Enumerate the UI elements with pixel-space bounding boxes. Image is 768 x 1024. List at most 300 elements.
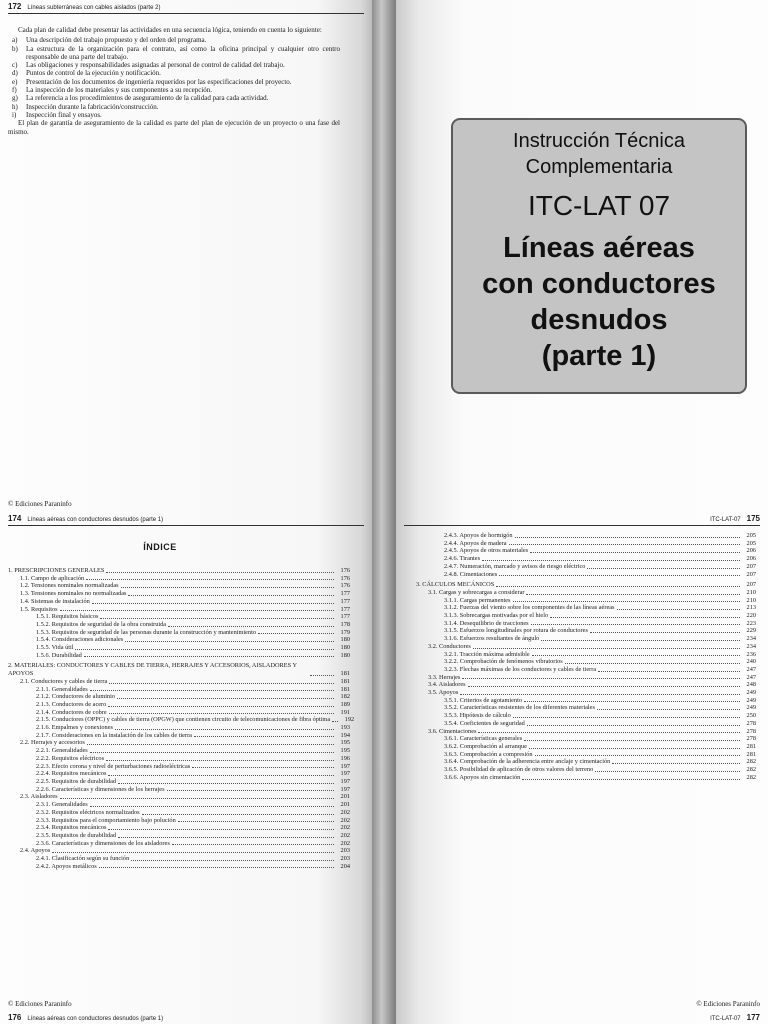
toc-entry-page: 197 — [340, 770, 350, 778]
toc-entry-label: 2.2.4. Requisitos mecánicos — [36, 770, 107, 778]
header-rule — [8, 525, 364, 526]
toc-entry-label: 2.3.6. Características y dimensiones de los aisladores — [36, 839, 170, 847]
toc-entry-label: 3.6.1. Características generales — [444, 735, 523, 743]
toc-entry — [8, 582, 350, 590]
toc-leader-dots — [52, 852, 334, 853]
toc-entry-page: 210 — [746, 588, 756, 596]
toc-entry-page: 282 — [746, 773, 756, 781]
toc-entry-label: 2.1.6. Empalmes y conexiones — [36, 724, 113, 732]
toc-leader-dots — [109, 713, 334, 714]
toc-entry — [416, 597, 756, 605]
toc-entry-page: 203 — [340, 847, 350, 855]
toc-entry-page: 197 — [340, 762, 350, 770]
toc-entry-page: 278 — [746, 735, 756, 743]
toc-entry — [416, 581, 756, 589]
toc-entry-page: 196 — [340, 754, 350, 762]
toc-entry — [416, 689, 756, 697]
toc-entry-page: 202 — [340, 816, 350, 824]
toc-entry-page: 202 — [340, 808, 350, 816]
toc-entry-label: 3.6. Cimentaciones — [428, 727, 477, 735]
page-number: 174 — [8, 514, 22, 523]
toc-entry — [8, 621, 350, 629]
list-text: Las obligaciones y responsabilidades asignadas al personal de control de calidad del trabajo. — [26, 61, 285, 70]
toc-leader-dots — [128, 595, 334, 596]
toc-entry-label: 2.4.7. Numeración, marcado y avisos de riesgo eléctrico — [444, 562, 586, 570]
toc-entry-label: 3.1.6. Esfuerzos resultantes de ángulo — [444, 635, 540, 643]
toc-entry-page: 197 — [340, 785, 350, 793]
toc-entry-label: 3.1.4. Desequilibrio de tracciones — [444, 619, 529, 627]
page-number: 172 — [8, 2, 22, 11]
toc-entry — [416, 674, 756, 682]
toc-leader-dots — [529, 748, 740, 749]
title-code: ITC-LAT 07 — [527, 190, 671, 221]
toc-entry-label: 3.5.4. Coeficientes de seguridad — [444, 719, 525, 727]
toc-leader-dots — [99, 867, 334, 868]
toc-entry-label: 2.3.1. Generalidades — [36, 801, 88, 809]
toc-entry — [8, 747, 350, 755]
toc-leader-dots — [597, 709, 740, 710]
toc-entry — [416, 555, 756, 563]
toc-entry-page: 195 — [340, 747, 350, 755]
toc-entry-page: 206 — [746, 547, 756, 555]
toc-entry-page: 205 — [746, 532, 756, 539]
toc-leader-dots — [550, 617, 740, 618]
quality-list — [8, 36, 340, 119]
toc-entry — [416, 589, 756, 597]
running-head — [8, 514, 163, 523]
toc-entry-label: 2.4.8. Cimentaciones — [444, 570, 498, 578]
toc-entry-label: 2.4.3. Apoyos de hormigón — [444, 532, 513, 539]
list-text: La inspección de los materiales y sus componentes a su recepción. — [26, 86, 213, 95]
list-text: Presentación de los documentos de ingeniería requeridos por las especificaciones del proyecto. — [26, 77, 292, 86]
toc-entry — [8, 817, 350, 825]
toc-leader-dots — [192, 767, 334, 768]
toc-entry-page: 207 — [746, 581, 756, 589]
toc-entry — [416, 627, 756, 635]
toc-leader-dots — [194, 736, 334, 737]
toc-entry-page: 247 — [746, 673, 756, 681]
toc-leader-dots — [524, 701, 740, 702]
toc-entry — [8, 693, 350, 701]
toc-leader-dots — [87, 744, 334, 745]
toc-leader-dots — [106, 760, 334, 761]
toc-leader-dots — [515, 537, 740, 538]
toc-entry — [8, 770, 350, 778]
toc-leader-dots — [90, 690, 334, 691]
toc-leader-dots — [178, 821, 334, 822]
toc-leader-dots — [513, 717, 740, 718]
toc-leader-dots — [590, 632, 740, 633]
toc-entry — [416, 735, 756, 743]
toc-leader-dots — [90, 806, 334, 807]
toc-entry-page: 281 — [746, 742, 756, 750]
running-head-title: Líneas aéreas con conductores desnudos (parte 1) — [27, 517, 164, 523]
toc-entry-page: 240 — [746, 658, 756, 666]
toc-entry-label: 2.4. Apoyos — [20, 847, 51, 855]
toc-leader-dots — [60, 610, 334, 611]
toc-entry-page: 249 — [746, 696, 756, 704]
toc-entry-label: 3.5.1. Criterios de agotamiento — [444, 696, 522, 704]
book-gutter — [372, 512, 396, 1024]
list-letter: b) — [12, 44, 18, 53]
toc-entry-page: 177 — [340, 590, 350, 598]
toc-entry — [416, 720, 756, 728]
list-text: Una descripción del trabajo propuesto y del orden del programa. — [26, 36, 207, 45]
toc-entry-page: 201 — [340, 793, 350, 801]
toc-entry-label: 2.2.1. Generalidades — [36, 747, 88, 755]
toc-leader-dots — [100, 618, 334, 619]
toc-leader-dots — [526, 594, 740, 595]
title-line-3: desnudos — [530, 304, 668, 336]
toc-entry — [416, 620, 756, 628]
toc-entry-label: 3.1.5. Esfuerzos longitudinales por rotura de conductores — [444, 627, 588, 635]
toc-entry-label: 1.3. Tensiones nominales no normalizadas — [20, 590, 127, 598]
toc-entry-label: 3.2. Conductores — [428, 642, 471, 650]
toc-leader-dots — [121, 587, 334, 588]
toc-entry — [416, 728, 756, 736]
toc-leader-dots — [332, 721, 338, 722]
toc-entry — [8, 786, 350, 794]
toc-entry-label: 1.4. Sistemas de instalación — [20, 597, 90, 605]
toc-leader-dots — [499, 575, 740, 576]
index-heading: ÍNDICE — [143, 542, 177, 552]
toc-entry-label: 1.5.3. Requisitos de seguridad de las personas durante la construcción y mantenimiento — [36, 628, 256, 636]
toc-entry-page: 282 — [746, 758, 756, 766]
toc-entry-label: 3.6.3. Comprobación a compresión — [444, 750, 533, 758]
toc-entry-page: 207 — [746, 570, 756, 578]
toc-entry-page: 177 — [340, 613, 350, 621]
toc-entry-page: 207 — [746, 562, 756, 570]
toc-entry-page: 229 — [746, 627, 756, 635]
toc-entry — [8, 763, 350, 771]
toc-entry-page: 249 — [746, 689, 756, 697]
toc-leader-dots — [460, 694, 740, 695]
toc-entry — [8, 644, 350, 652]
toc-leader-dots — [598, 671, 740, 672]
toc-leader-dots — [468, 686, 740, 687]
toc-leader-dots — [612, 763, 740, 764]
toc-entry-page: 210 — [746, 596, 756, 604]
toc-entry-label: 2.1.4. Conductores de cobre — [36, 708, 107, 716]
toc-leader-dots — [172, 844, 334, 845]
toc-entry — [8, 613, 350, 621]
toc-entry — [8, 701, 350, 709]
toc-entry-label: 2. MATERIALES: CONDUCTORES Y CABLES DE TIERRA, HERRAJES Y ACCESORIOS, AISLADORES Y APOYOS — [8, 662, 297, 678]
toc-entry — [416, 697, 756, 705]
toc-leader-dots — [473, 648, 740, 649]
toc-entry-label: 3.1.1. Cargas permanentes — [444, 596, 511, 604]
toc-entry — [8, 855, 350, 863]
toc-entry — [416, 547, 756, 555]
toc-entry-page: 205 — [746, 539, 756, 547]
toc-leader-dots — [125, 641, 334, 642]
title-line-1: Líneas aéreas — [503, 232, 695, 264]
toc-entry-label: 3.6.5. Posibilidad de aplicación de otros valores del terreno — [444, 766, 594, 774]
toc-entry-label: 2.4.6. Tirantes — [444, 555, 481, 563]
toc-leader-dots — [60, 798, 334, 799]
toc-entry-page: 180 — [340, 636, 350, 644]
toc-entry-label: 2.3.3. Requisitos para el comportamiento bajo polución — [36, 816, 176, 824]
toc-entry-label: 3.5.3. Hipótesis de cálculo — [444, 712, 511, 720]
toc-entry-page: 181 — [340, 670, 350, 678]
toc-entry-page: 176 — [340, 582, 350, 590]
toc-entry — [8, 809, 350, 817]
toc-entry-label: 2.4.2. Apoyos metálicos — [36, 862, 97, 870]
toc-leader-dots — [117, 698, 334, 699]
toc-entry-page: 191 — [340, 708, 350, 716]
toc-entry-label: 1.5.1. Requisitos básicos — [36, 613, 99, 621]
list-letter: d) — [12, 69, 18, 78]
toc-entry-label: 2.3. Aisladores — [20, 793, 58, 801]
toc-entry — [416, 666, 756, 674]
toc-entry-label: 1.1. Campo de aplicación — [20, 574, 85, 582]
intro-paragraph: Cada plan de calidad debe presentar las actividades en una secuencia lógica, teniendo en cuenta lo siguiente: — [18, 26, 322, 34]
toc-entry-label: 2.3.5. Requisitos de durabilidad — [36, 831, 117, 839]
toc-leader-dots — [617, 609, 741, 610]
toc-leader-dots — [118, 837, 334, 838]
toc-entry-label: 1.5.2. Requisitos de seguridad de la obra construida — [36, 620, 167, 628]
toc-entry — [416, 751, 756, 759]
toc-entry-label: 3.5.2. Características resistentes de los diferentes materiales — [444, 704, 595, 712]
toc-leader-dots — [532, 655, 740, 656]
toc-entry-label: 1. PRESCRIPCIONES GENERALES — [8, 567, 105, 574]
toc-entry-label: 2.1.1. Generalidades — [36, 685, 88, 693]
toc-entry — [8, 709, 350, 717]
toc-entry-label: 1.2. Tensiones nominales normalizadas — [20, 582, 119, 590]
toc-entry-page: 176 — [340, 567, 350, 574]
toc-entry — [416, 681, 756, 689]
page-175 — [396, 512, 768, 1024]
publisher-footer: © Ediciones Paraninfo — [8, 1000, 72, 1008]
index-list-right — [416, 532, 756, 782]
toc-entry-label: 2.2.5. Requisitos de durabilidad — [36, 777, 117, 785]
toc-entry — [8, 567, 350, 575]
toc-entry-label: 2.1.3. Conductores de acero — [36, 700, 107, 708]
toc-entry-label: 3.6.2. Comprobación al arranque — [444, 742, 527, 750]
list-letter: e) — [12, 77, 18, 86]
toc-entry-page: 250 — [746, 712, 756, 720]
toc-entry-label: 2.2.3. Efecto corona y nivel de perturbaciones radioeléctricas — [36, 762, 191, 770]
toc-entry-page: 201 — [340, 801, 350, 809]
page-number: 175 — [746, 514, 760, 523]
toc-leader-dots — [522, 779, 740, 780]
toc-entry-page: 195 — [340, 739, 350, 747]
toc-entry — [416, 658, 756, 666]
toc-entry-page: 192 — [344, 716, 355, 724]
toc-entry — [416, 635, 756, 643]
toc-leader-dots — [527, 725, 740, 726]
toc-entry — [416, 571, 756, 579]
next-page-running-head — [8, 1013, 163, 1022]
toc-entry-page: 181 — [340, 677, 350, 685]
toc-leader-dots — [75, 649, 334, 650]
quality-list-item — [12, 36, 340, 44]
toc-entry — [8, 801, 350, 809]
quality-list-item — [12, 103, 340, 111]
toc-entry — [8, 575, 350, 583]
toc-leader-dots — [595, 771, 740, 772]
toc-entry-page: 202 — [340, 824, 350, 832]
toc-leader-dots — [496, 586, 740, 587]
toc-leader-dots — [587, 568, 740, 569]
title-line-2: con conductores — [482, 268, 716, 300]
toc-leader-dots — [535, 755, 741, 756]
toc-entry-page: 180 — [340, 651, 350, 659]
toc-entry-page: 282 — [746, 766, 756, 774]
toc-leader-dots — [167, 790, 334, 791]
title-line-4: (parte 1) — [541, 340, 657, 372]
toc-leader-dots — [108, 706, 334, 707]
toc-entry — [416, 774, 756, 782]
list-text: La estructura de la organización para el contrato, así como la oficina principal y cualquier otro centro responsable de una parte del trabajo. — [26, 44, 340, 61]
toc-entry-label: 1.5.5. Vida útil — [36, 644, 74, 652]
toc-entry-page: 204 — [340, 862, 350, 870]
toc-entry-page: 220 — [746, 612, 756, 620]
toc-entry-page: 278 — [746, 727, 756, 735]
toc-entry — [416, 743, 756, 751]
toc-leader-dots — [310, 675, 334, 676]
toc-entry — [416, 704, 756, 712]
quality-list-item — [12, 94, 340, 102]
toc-entry-label: 3.1.3. Sobrecargas motivadas por el hielo — [444, 612, 549, 620]
toc-entry — [416, 712, 756, 720]
toc-entry-page: 234 — [746, 642, 756, 650]
toc-leader-dots — [482, 560, 740, 561]
toc-entry — [8, 778, 350, 786]
list-text: Puntos de control de la ejecución y notificación. — [26, 69, 161, 78]
toc-leader-dots — [106, 572, 334, 573]
toc-entry — [8, 824, 350, 832]
toc-leader-dots — [524, 740, 740, 741]
toc-entry-page: 180 — [340, 644, 350, 652]
toc-entry — [8, 598, 350, 606]
toc-entry-label: 2.4.1. Clasificación según su función — [36, 855, 130, 863]
title-subtitle-2: Complementaria — [525, 156, 673, 178]
toc-leader-dots — [531, 624, 740, 625]
toc-entry-label: 3.2.1. Tracción máxima admisible — [444, 650, 530, 658]
next-running-head-title: ITC-LAT-07 — [710, 1016, 741, 1022]
toc-entry-page: 194 — [340, 731, 350, 739]
toc-leader-dots — [541, 640, 740, 641]
toc-entry-page: 234 — [746, 635, 756, 643]
toc-entry-label: 1.5. Requisitos — [20, 605, 58, 613]
toc-leader-dots — [86, 579, 334, 580]
toc-entry-page: 249 — [746, 704, 756, 712]
header-rule — [404, 525, 760, 526]
toc-entry-label: 2.2. Herrajes y accesorios — [20, 739, 85, 747]
toc-entry-label: 3. CÁLCULOS MECÁNICOS — [416, 581, 495, 589]
toc-entry — [8, 832, 350, 840]
toc-leader-dots — [478, 732, 740, 733]
toc-leader-dots — [530, 552, 740, 553]
toc-entry-label: 3.3. Herrajes — [428, 673, 461, 681]
list-letter: g) — [12, 94, 18, 103]
quality-plan-text — [8, 26, 340, 138]
list-letter: h) — [12, 102, 18, 111]
page-173 — [396, 0, 768, 512]
toc-entry-page: 202 — [340, 839, 350, 847]
toc-entry-page: 202 — [340, 831, 350, 839]
toc-entry — [8, 716, 355, 724]
closing-paragraph: El plan de garantía de aseguramiento de la calidad es parte del plan de ejecución de un proyecto o una fase del mismo. — [8, 119, 340, 136]
running-head — [8, 2, 160, 11]
toc-leader-dots — [168, 626, 334, 627]
list-letter: a) — [12, 36, 18, 45]
toc-entry-page: 178 — [340, 620, 350, 628]
toc-entry-label: 2.3.2. Requisitos eléctricos normalizados — [36, 808, 140, 816]
toc-entry-label: 2.2.6. Características y dimensiones de los herrajes — [36, 785, 165, 793]
toc-entry-label: 2.1. Conductores y cables de tierra — [20, 677, 108, 685]
toc-leader-dots — [90, 752, 334, 753]
toc-entry — [416, 766, 756, 774]
toc-entry-page: 247 — [746, 665, 756, 673]
quality-list-item — [12, 45, 340, 62]
toc-entry — [8, 678, 350, 686]
list-letter: c) — [12, 61, 18, 70]
page-172 — [0, 0, 372, 512]
toc-entry — [8, 606, 350, 614]
index-list-left — [8, 564, 355, 870]
toc-entry-label: 3.1. Cargas y sobrecargas a considerar — [428, 588, 525, 596]
toc-entry — [8, 863, 350, 871]
book-gutter — [372, 0, 396, 512]
toc-entry-page: 223 — [746, 619, 756, 627]
toc-entry-label: 3.2.3. Flechas máximas de los conductores y cables de tierra — [444, 665, 597, 673]
toc-leader-dots — [92, 603, 334, 604]
running-head — [710, 514, 760, 523]
quality-list-item — [12, 69, 340, 77]
toc-leader-dots — [258, 633, 334, 634]
toc-entry-label: 2.3.4. Requisitos mecánicos — [36, 824, 107, 832]
next-page-number: 176 — [8, 1013, 22, 1022]
toc-entry-label: 3.6.4. Comprobación de la adherencia entre anclaje y cimentación — [444, 758, 611, 766]
toc-entry-label: 3.4. Aisladores — [428, 681, 466, 689]
publisher-footer: © Ediciones Paraninfo — [8, 500, 72, 508]
toc-entry — [8, 662, 350, 677]
toc-entry-page: 193 — [340, 724, 350, 732]
toc-leader-dots — [513, 601, 740, 602]
running-head-title: Líneas subterráneas con cables aislados (parte 2) — [27, 5, 161, 11]
toc-entry — [8, 755, 350, 763]
toc-entry-label: 2.4.5. Apoyos de otros materiales — [444, 547, 529, 555]
chapter-title-box — [451, 118, 747, 394]
toc-entry-label: 2.4.4. Apoyos de madera — [444, 539, 507, 547]
toc-entry — [416, 758, 756, 766]
page-174 — [0, 512, 372, 1024]
toc-leader-dots — [142, 814, 334, 815]
toc-leader-dots — [131, 860, 334, 861]
toc-entry-page: 179 — [340, 628, 350, 636]
toc-leader-dots — [109, 683, 334, 684]
toc-entry — [8, 652, 350, 660]
list-text: Inspección durante la fabricación/construcción. — [26, 102, 159, 111]
publisher-footer: © Ediciones Paraninfo — [696, 1000, 760, 1008]
header-rule — [8, 13, 364, 14]
toc-entry-label: 2.2.2. Requisitos eléctricos — [36, 754, 105, 762]
quality-list-item — [12, 86, 340, 94]
toc-entry — [8, 686, 350, 694]
toc-entry-page: 177 — [340, 605, 350, 613]
list-text: Inspección final y ensayos. — [26, 110, 102, 119]
toc-entry-page: 213 — [746, 604, 756, 612]
quality-list-item — [12, 78, 340, 86]
toc-leader-dots — [108, 829, 334, 830]
toc-entry — [8, 847, 350, 855]
toc-entry-page: 177 — [340, 597, 350, 605]
toc-leader-dots — [509, 544, 740, 545]
toc-entry-page: 181 — [340, 685, 350, 693]
toc-leader-dots — [115, 729, 334, 730]
